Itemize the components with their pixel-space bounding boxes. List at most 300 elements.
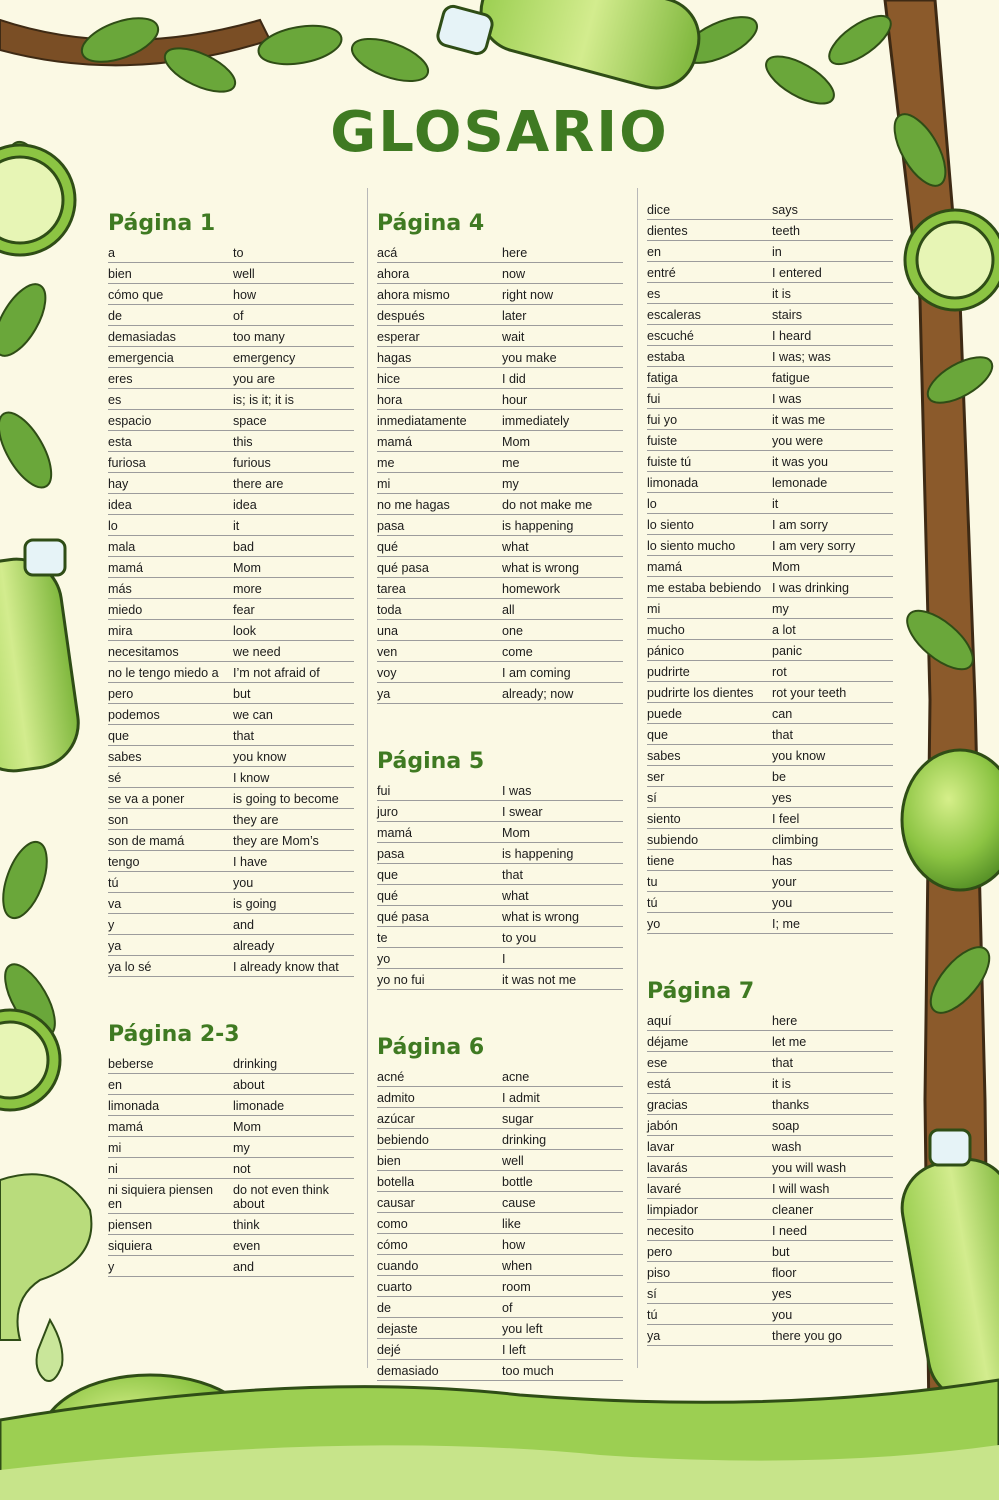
spanish-term: mamá [377, 435, 412, 449]
glossary-entry [108, 620, 354, 641]
spanish-term: tu [647, 875, 658, 889]
spanish-term: y [108, 918, 115, 932]
glossary-entry [647, 514, 893, 535]
spanish-term: aquí [647, 1014, 672, 1028]
glossary-entry [377, 389, 623, 410]
english-translation: rot [772, 665, 787, 679]
spanish-term: a [108, 246, 116, 260]
english-translation: here [772, 1014, 798, 1028]
english-translation: I’m not afraid of [233, 666, 320, 680]
glossary-entry [108, 1074, 354, 1095]
glossary-entry [377, 662, 623, 683]
glossary-entry [377, 578, 623, 599]
spanish-term: son [108, 813, 129, 827]
glossary-entry [647, 724, 893, 745]
spanish-term: sí [647, 791, 657, 805]
glossary-entry [377, 494, 623, 515]
english-translation: but [772, 1245, 790, 1259]
spanish-term: me estaba bebiendo [647, 581, 762, 595]
english-translation: and [233, 918, 255, 932]
english-translation: I was drinking [772, 581, 849, 595]
english-translation: I need [772, 1224, 808, 1238]
spanish-term: ya [377, 687, 391, 701]
spanish-term: tarea [377, 582, 406, 596]
glossary-entry [377, 864, 623, 885]
spanish-term: lo [647, 497, 657, 511]
spanish-term: hay [108, 477, 129, 491]
spanish-term: está [647, 1077, 671, 1091]
english-translation: I am sorry [772, 518, 828, 532]
section-heading: Página 2-3 [108, 1022, 240, 1047]
spanish-term: no le tengo miedo a [108, 666, 219, 680]
spanish-term: mira [108, 624, 133, 638]
english-translation: like [502, 1217, 521, 1231]
english-translation: it was me [772, 413, 826, 427]
glossary-entry [108, 1137, 354, 1158]
spanish-term: escuché [647, 329, 694, 343]
glossary-entry [108, 872, 354, 893]
glossary-entry [647, 1031, 893, 1052]
english-translation: I was; was [772, 350, 831, 364]
spanish-term: siquiera [108, 1239, 153, 1253]
english-translation: think [233, 1218, 260, 1232]
glossary-entry [647, 1094, 893, 1115]
spanish-term: miedo [108, 603, 143, 617]
english-translation: I swear [502, 805, 543, 819]
spanish-term: mamá [108, 561, 143, 575]
english-translation: climbing [772, 833, 819, 847]
glossary-entry [108, 851, 354, 872]
spanish-term: entré [647, 266, 676, 280]
english-translation: you know [233, 750, 287, 764]
spanish-term: ni siquiera piensen en [108, 1183, 214, 1211]
section-pagina-2-3 [108, 1001, 354, 1277]
spanish-term: hagas [377, 351, 412, 365]
spanish-term: mi [108, 1141, 122, 1155]
english-translation: to you [502, 931, 537, 945]
glossary-entry [377, 801, 623, 822]
english-translation: when [502, 1259, 533, 1273]
spanish-term: cuando [377, 1259, 419, 1273]
english-translation: immediately [502, 414, 570, 428]
english-translation: yes [772, 791, 792, 805]
column-divider [367, 188, 368, 1368]
spanish-term: pudrirte [647, 665, 690, 679]
english-translation: you [772, 1308, 793, 1322]
glossary-entry [647, 1220, 893, 1241]
glossary-entry [377, 347, 623, 368]
glossary-entry [647, 577, 893, 598]
spanish-term: qué pasa [377, 910, 429, 924]
spanish-term: yo no fui [377, 973, 425, 987]
spanish-term: lo siento mucho [647, 539, 736, 553]
spanish-term: demasiadas [108, 330, 176, 344]
english-translation: of [502, 1301, 513, 1315]
english-translation: that [772, 728, 794, 742]
glossary-entry [108, 1256, 354, 1277]
glossary-entry [647, 535, 893, 556]
spanish-term: hice [377, 372, 401, 386]
spanish-term: mi [647, 602, 661, 616]
spanish-term: cómo [377, 1238, 408, 1252]
spanish-term: yo [377, 952, 391, 966]
glossary-entry [647, 1241, 893, 1262]
spanish-term: fuiste [647, 434, 678, 448]
spanish-term: acné [377, 1070, 405, 1084]
english-translation: says [772, 203, 798, 217]
glossary-entry [108, 767, 354, 788]
spanish-term: como [377, 1217, 408, 1231]
spanish-term: no me hagas [377, 498, 450, 512]
glossary-entry [377, 473, 623, 494]
english-translation: already [233, 939, 275, 953]
spanish-term: eres [108, 372, 133, 386]
spanish-term: bien [108, 267, 132, 281]
glossary-entry [377, 326, 623, 347]
english-translation: how [502, 1238, 526, 1252]
glossary-entry [108, 284, 354, 305]
spanish-term: fuiste tú [647, 455, 692, 469]
glossary-entry [377, 1360, 623, 1381]
glossary-entry [647, 1262, 893, 1283]
glossary-entry [377, 1297, 623, 1318]
glossary-entry [647, 472, 893, 493]
glossary-entry [647, 325, 893, 346]
english-translation: panic [772, 644, 803, 658]
english-translation: about [233, 1078, 265, 1092]
glossary-entry [108, 725, 354, 746]
english-translation: look [233, 624, 257, 638]
glossary-entry [108, 830, 354, 851]
glossary-entry [647, 283, 893, 304]
glossary-entry [647, 304, 893, 325]
glossary-entry [108, 893, 354, 914]
english-translation: that [233, 729, 255, 743]
glossary-entry [647, 640, 893, 661]
glossary-entry [647, 493, 893, 514]
english-translation: come [502, 645, 533, 659]
english-translation: you know [772, 749, 826, 763]
glossary-entry [647, 598, 893, 619]
english-translation: you are [233, 372, 276, 386]
glossary-entry [647, 1325, 893, 1346]
english-translation: wash [772, 1140, 802, 1154]
english-translation: your [772, 875, 797, 889]
english-translation: I did [502, 372, 526, 386]
spanish-term: limonada [108, 1099, 160, 1113]
spanish-term: ni [108, 1162, 118, 1176]
english-translation: in [772, 245, 782, 259]
english-translation: hour [502, 393, 528, 407]
spanish-term: demasiado [377, 1364, 439, 1378]
english-translation: I; me [772, 917, 800, 931]
english-translation: I [502, 952, 506, 966]
spanish-term: lavaré [647, 1182, 682, 1196]
english-translation: space [233, 414, 267, 428]
spanish-term: siento [647, 812, 681, 826]
english-translation: but [233, 687, 251, 701]
spanish-term: se va a poner [108, 792, 185, 806]
spanish-term: esta [108, 435, 132, 449]
section-heading: Página 1 [108, 211, 216, 236]
english-translation: not [233, 1162, 251, 1176]
spanish-term: ese [647, 1056, 668, 1070]
spanish-term: juro [377, 805, 398, 819]
glossary-entry [108, 452, 354, 473]
glossary-entry [108, 704, 354, 725]
glossary-entry [647, 220, 893, 241]
spanish-term: limpiador [647, 1203, 699, 1217]
glossary-entry [377, 410, 623, 431]
english-translation: cleaner [772, 1203, 814, 1217]
spanish-term: escaleras [647, 308, 701, 322]
english-translation: we need [233, 645, 281, 659]
spanish-term: va [108, 897, 122, 911]
spanish-term: necesitamos [108, 645, 179, 659]
spanish-term: mala [108, 540, 136, 554]
english-translation: already; now [502, 687, 574, 701]
glossary-entry [647, 787, 893, 808]
spanish-term: espacio [108, 414, 152, 428]
spanish-term: tiene [647, 854, 675, 868]
english-translation: what [502, 889, 529, 903]
english-translation: Mom [772, 560, 800, 574]
glossary-entry [647, 661, 893, 682]
glossary-entry [647, 892, 893, 913]
glossary-entry [377, 452, 623, 473]
english-translation: I heard [772, 329, 812, 343]
english-translation: fatigue [772, 371, 810, 385]
glossary-entry [377, 1066, 623, 1087]
spanish-term: dejaste [377, 1322, 418, 1336]
english-translation: I was [772, 392, 802, 406]
spanish-term: mi [377, 477, 391, 491]
english-translation: it was not me [502, 973, 577, 987]
spanish-term: y [108, 1260, 115, 1274]
spanish-term: lo [108, 519, 118, 533]
english-translation: is; is it; it is [233, 393, 294, 407]
glossary-entry [108, 557, 354, 578]
english-translation: sugar [502, 1112, 534, 1126]
english-translation: wait [502, 330, 525, 344]
english-translation: you make [502, 351, 557, 365]
glossary-entry [647, 1073, 893, 1094]
glossary-entry [108, 914, 354, 935]
glossary-entry [377, 431, 623, 452]
english-translation: to [233, 246, 244, 260]
english-translation: that [772, 1056, 794, 1070]
english-translation: is happening [502, 519, 574, 533]
glossary-entry [647, 1010, 893, 1031]
glossary-entry [377, 843, 623, 864]
spanish-term: qué [377, 889, 399, 903]
glossary-entry [647, 1052, 893, 1073]
spanish-term: ya [108, 939, 122, 953]
english-translation: you were [772, 434, 824, 448]
spanish-term: limonada [647, 476, 699, 490]
english-translation: we can [233, 708, 273, 722]
spanish-term: piso [647, 1266, 671, 1280]
spanish-term: bebiendo [377, 1133, 429, 1147]
glossary-entry [108, 1095, 354, 1116]
glossary-entry [377, 1129, 623, 1150]
spanish-term: hora [377, 393, 403, 407]
english-translation: let me [772, 1035, 807, 1049]
glossary-entry [647, 1115, 893, 1136]
english-translation: there you go [772, 1329, 843, 1343]
glossary-entry [647, 913, 893, 934]
english-translation: it is [772, 1077, 791, 1091]
column-divider [637, 188, 638, 1368]
glossary-entry [377, 927, 623, 948]
glossary-entry [377, 885, 623, 906]
spanish-term: acá [377, 246, 398, 260]
glossary-entry [647, 766, 893, 787]
english-translation: has [772, 854, 793, 868]
english-translation: Mom [502, 826, 530, 840]
glossary-entry [647, 1283, 893, 1304]
spanish-term: qué pasa [377, 561, 429, 575]
english-translation: rot your teeth [772, 686, 847, 700]
english-translation: be [772, 770, 787, 784]
glossary-entry [647, 703, 893, 724]
glossary-entry [377, 641, 623, 662]
english-translation: my [772, 602, 789, 616]
english-translation: I left [502, 1343, 526, 1357]
english-translation: is happening [502, 847, 574, 861]
english-translation: Mom [233, 561, 261, 575]
glossary-entry [108, 473, 354, 494]
spanish-term: pudrirte los dientes [647, 686, 754, 700]
spanish-term: sí [647, 1287, 657, 1301]
section-heading: Página 4 [377, 211, 485, 236]
english-translation: more [233, 582, 262, 596]
glossary-entry [108, 494, 354, 515]
glossary-entry [647, 556, 893, 577]
spanish-term: admito [377, 1091, 415, 1105]
glossary-entry [377, 906, 623, 927]
section-heading: Página 7 [647, 979, 755, 1004]
spanish-term: dice [647, 203, 671, 217]
glossary-entry [108, 368, 354, 389]
spanish-term: botella [377, 1175, 415, 1189]
english-translation: you left [502, 1322, 543, 1336]
glossary-entry [377, 536, 623, 557]
spanish-term: de [108, 309, 123, 323]
glossary-entry [377, 599, 623, 620]
spanish-term: podemos [108, 708, 160, 722]
english-translation: there are [233, 477, 284, 491]
spanish-term: cuarto [377, 1280, 413, 1294]
english-translation: furious [233, 456, 271, 470]
glossary-entry [108, 641, 354, 662]
spanish-term: tú [647, 1308, 658, 1322]
spanish-term: pasa [377, 847, 405, 861]
glossary-entry [377, 1255, 623, 1276]
english-translation: soap [772, 1119, 800, 1133]
spanish-term: mamá [377, 826, 412, 840]
spanish-term: esperar [377, 330, 420, 344]
glossary-entry [647, 430, 893, 451]
glossary-entry [377, 1087, 623, 1108]
glossary-entry [108, 1053, 354, 1074]
english-translation: bad [233, 540, 255, 554]
glossary-entry [108, 1235, 354, 1256]
spanish-term: lavarás [647, 1161, 688, 1175]
spanish-term: tú [108, 876, 119, 890]
english-translation: thanks [772, 1098, 810, 1112]
glossary-entry [377, 1108, 623, 1129]
spanish-term: subiendo [647, 833, 699, 847]
spanish-term: que [108, 729, 130, 743]
spanish-term: bien [377, 1154, 401, 1168]
page-title: GLOSARIO [330, 100, 669, 165]
english-translation: now [502, 267, 526, 281]
english-translation: right now [502, 288, 554, 302]
english-translation: you [772, 896, 793, 910]
english-translation: this [233, 435, 253, 449]
glossary-entry [108, 515, 354, 536]
spanish-term: fui [377, 784, 391, 798]
spanish-term: que [377, 868, 399, 882]
spanish-term: que [647, 728, 669, 742]
glossary-entry [108, 662, 354, 683]
glossary-entry [108, 1116, 354, 1137]
english-translation: emergency [233, 351, 296, 365]
glossary-entry [108, 599, 354, 620]
english-translation: I am very sorry [772, 539, 856, 553]
glossary-entry [377, 515, 623, 536]
spanish-term: ya lo sé [108, 960, 152, 974]
glossary-entry [377, 263, 623, 284]
english-translation: it [233, 519, 240, 533]
glossary-entry [647, 367, 893, 388]
glossary-entry [377, 780, 623, 801]
glossary-entry [647, 871, 893, 892]
spanish-term: una [377, 624, 399, 638]
spanish-term: toda [377, 603, 402, 617]
glossary-entry [108, 746, 354, 767]
english-translation: is going to become [233, 792, 339, 806]
glossary-entry [108, 1158, 354, 1179]
glossary-entry [377, 242, 623, 263]
english-translation: how [233, 288, 257, 302]
english-translation: acne [502, 1070, 530, 1084]
glossary-entry [647, 850, 893, 871]
english-translation: stairs [772, 308, 803, 322]
english-translation: well [233, 267, 255, 281]
english-translation: too many [233, 330, 285, 344]
spanish-term: azúcar [377, 1112, 415, 1126]
spanish-term: cómo que [108, 288, 164, 302]
glossary-entry [647, 1178, 893, 1199]
glossary-entry [647, 451, 893, 472]
section-pagina-6 [377, 1014, 623, 1381]
glossary-entry [647, 241, 893, 262]
glossary-entry [647, 1157, 893, 1178]
spanish-term: lavar [647, 1140, 675, 1154]
spanish-term: piensen [108, 1218, 153, 1232]
glossary-entry [377, 1192, 623, 1213]
glossary-column-1 [108, 190, 354, 1277]
english-translation: do not make me [502, 498, 593, 512]
spanish-term: lo siento [647, 518, 694, 532]
section-pagina-6-continued [647, 199, 893, 934]
spanish-term: voy [377, 666, 397, 680]
glossary-entry [377, 305, 623, 326]
spanish-term: fatiga [647, 371, 678, 385]
english-translation: do not even think about [233, 1183, 329, 1211]
